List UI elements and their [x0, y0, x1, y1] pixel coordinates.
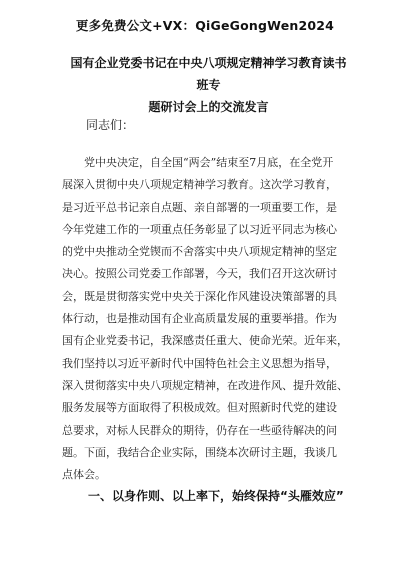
body-line: 题。下面，我结合企业实际，围绕本次研讨主题，我谈几: [62, 445, 337, 459]
promo-banner: 更多免费公文+VX：QiGeGongWen2024: [75, 18, 335, 33]
salutation: 同志们：: [86, 118, 135, 132]
body-line: 我们坚持以习近平新时代中国特色社会主义思想为指导，: [62, 356, 337, 370]
body-line: 决心。按照公司党委工作部署，今天，我们召开这次研讨: [62, 267, 337, 281]
body-line: 体行动，也是推动国有企业高质量发展的重要举措。作为: [62, 312, 337, 326]
body-line: 深入贯彻落实中央八项规定精神，在改进作风、提升效能、: [62, 378, 348, 392]
body-line: 总要求，对标人民群众的期待，仍存在一些亟待解决的问: [62, 423, 337, 437]
body-line: 展深入贯彻中央八项规定精神学习教育。这次学习教育，: [62, 178, 337, 192]
body-line: 今年党建工作的一项重点任务彰显了以习近平同志为核心: [62, 222, 337, 236]
body-line: 党中央决定，自全国“两会”结束至7月底，在全党开: [84, 156, 334, 169]
document-title: [66, 52, 351, 118]
section-heading: 一、以身作则、以上率下，始终保持“头雁效应”: [88, 489, 344, 503]
body-line: 是习近平总书记亲自点题、亲自部署的一项重要工作，是: [62, 200, 337, 214]
document-title-line-1: 国有企业党委书记在中央八项规定精神学习教育读书班专: [70, 56, 347, 92]
body-line: 会，既是贯彻落实党中央关于深化作风建设决策部署的具: [62, 289, 337, 303]
body-line: 服务发展等方面取得了积极成效。但对照新时代党的建设: [62, 401, 337, 415]
body-line: 国有企业党委书记，我深感责任重大、使命光荣。近年来，: [62, 334, 348, 348]
body-line: 点体会。: [62, 468, 106, 482]
document-title-line-2: 题研讨会上的交流发言: [148, 100, 269, 114]
body-line: 的党中央推动全党锲而不舍落实中央八项规定精神的坚定: [62, 245, 337, 259]
body-paragraph: [62, 152, 362, 486]
